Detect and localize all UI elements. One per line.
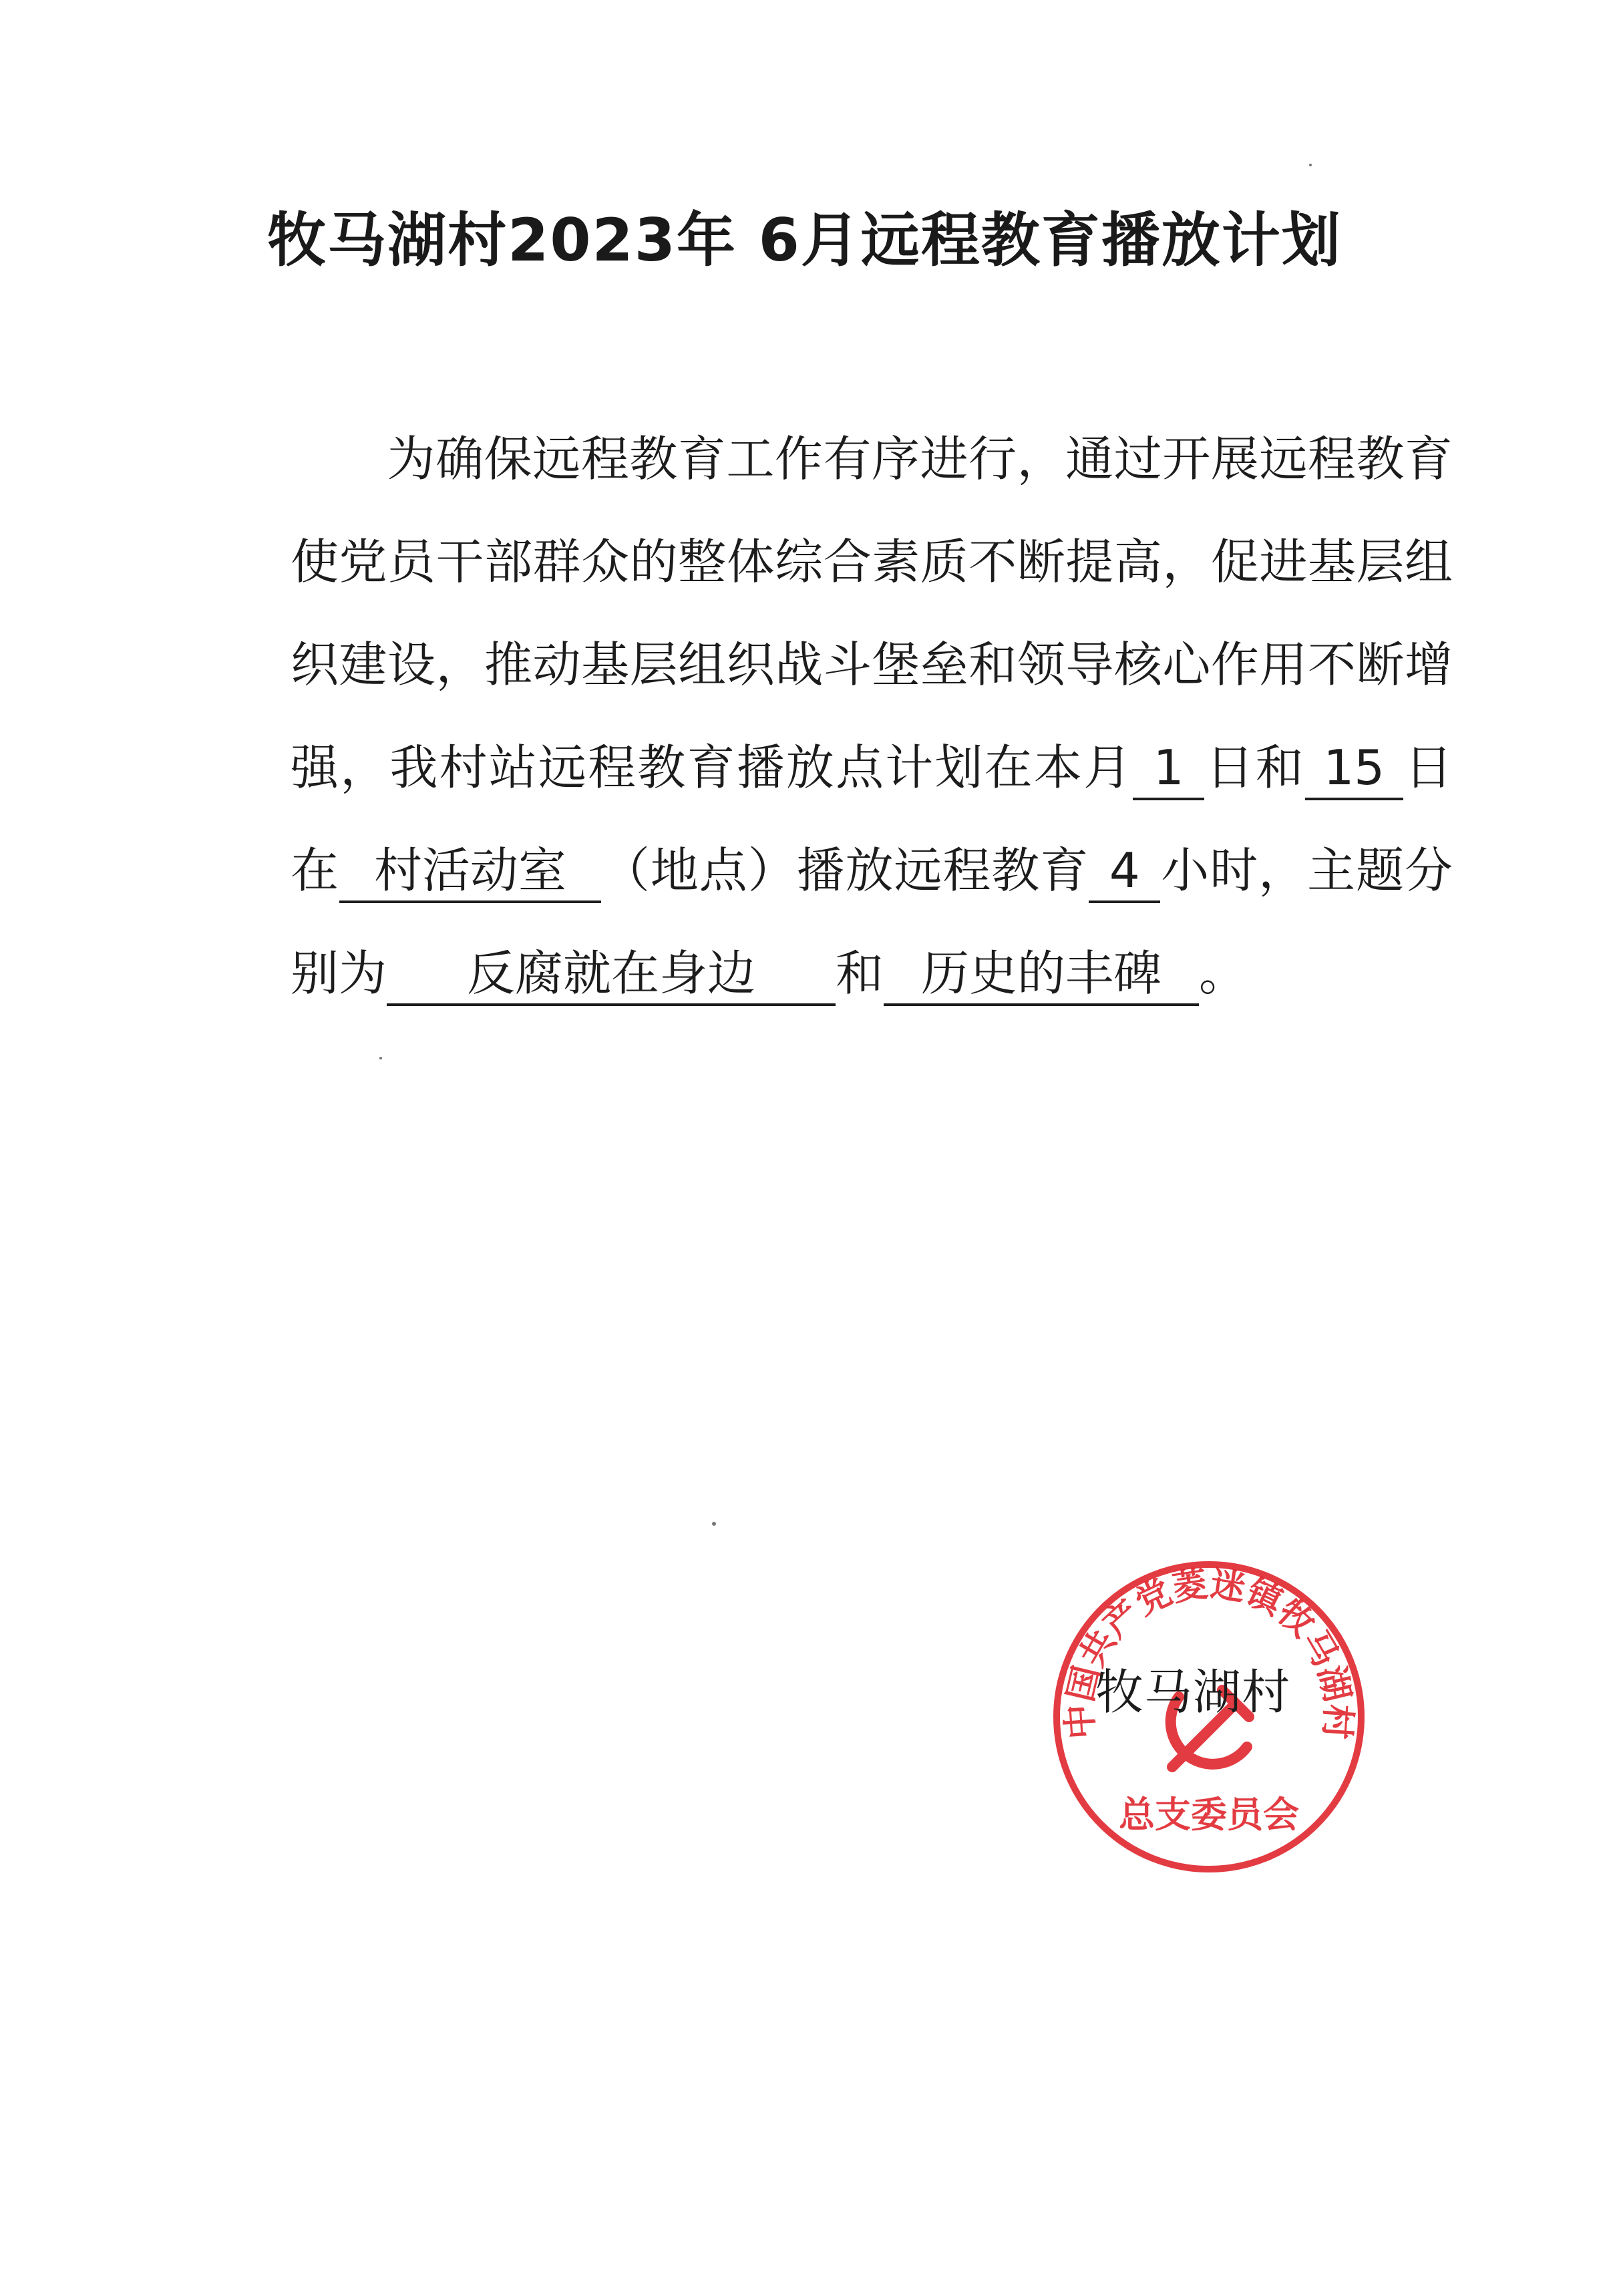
fill-topic-2: 历史的丰碑 (884, 943, 1199, 1006)
plan-paragraph (291, 407, 1453, 1025)
seal-outer-text: 中国共产党菱迷镇牧马湖村 (1059, 1564, 1359, 1741)
document-title: 牧马湖村2023年 6月远程教育播放计划 (267, 206, 1342, 275)
paragraph-text-6: 和 (836, 945, 884, 1001)
scan-speck (712, 1522, 716, 1526)
seal-bottom-text: 总支委员会 (1119, 1794, 1299, 1836)
signature-village: 牧马湖村 (1095, 1664, 1291, 1720)
fill-topic-1: 反腐就在身边 (387, 943, 836, 1006)
paragraph-text-4: （地点）播放远程教育 (600, 842, 1089, 898)
fill-day-1: 1 (1133, 737, 1204, 800)
fill-day-2: 15 (1305, 737, 1403, 800)
fill-hours: 4 (1089, 840, 1160, 903)
fill-location: 村活动室 (339, 840, 601, 903)
paragraph-text-5: 小时，主题分别为 (291, 842, 1453, 1001)
paragraph-text-1: 为确保远程教育工作有序进行，通过开展远程教育使党员干部群众的整体综合素质不断提高，促进基层组织建设，推动基层组织战斗堡垒和领导核心作用不断增强，我村站远程教育播放点计划在本月 (291, 431, 1453, 796)
paragraph-text-3: 日在 (291, 740, 1453, 898)
paragraph-text-7: 。 (1199, 945, 1248, 1001)
scan-speck (1309, 164, 1312, 166)
scan-speck (379, 1057, 382, 1059)
paragraph-text-2: 日和 (1204, 740, 1305, 796)
